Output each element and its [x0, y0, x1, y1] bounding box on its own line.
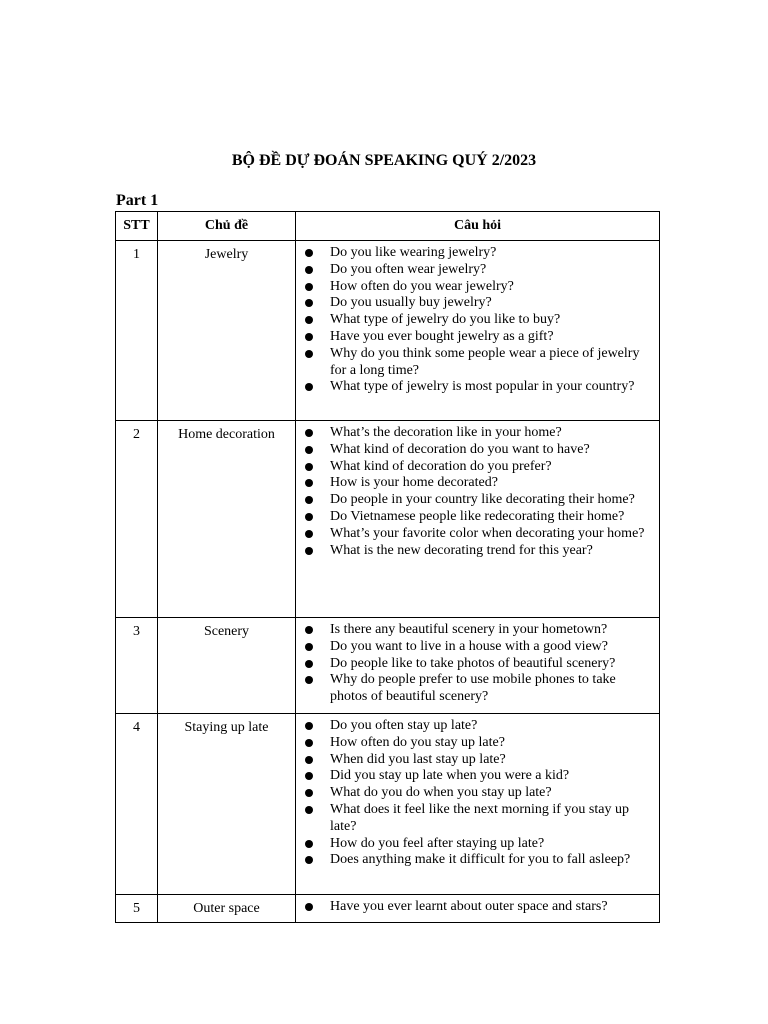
- table-row: [116, 895, 660, 923]
- table-row: [116, 714, 660, 895]
- question-list: [304, 425, 651, 559]
- part-label: Part 1: [116, 192, 159, 209]
- question-item: What’s your favorite color when decorating your home?: [304, 526, 651, 543]
- question-item: How often do you wear jewelry?: [304, 279, 651, 296]
- question-item: Do you often stay up late?: [304, 718, 651, 735]
- question-item: How often do you stay up late?: [304, 735, 651, 752]
- question-item: Does anything make it difficult for you to fall asleep?: [304, 852, 651, 869]
- row-topic: Outer space: [158, 895, 296, 923]
- question-item: Do people like to take photos of beautiful scenery?: [304, 656, 651, 673]
- row-topic: Scenery: [158, 618, 296, 714]
- row-topic: Jewelry: [158, 241, 296, 421]
- question-item: What type of jewelry is most popular in your country?: [304, 379, 651, 396]
- row-questions: [296, 618, 660, 714]
- question-item: Why do you think some people wear a piece of jewelry for a long time?: [304, 346, 651, 380]
- header-questions: Câu hỏi: [296, 212, 660, 241]
- question-item: How do you feel after staying up late?: [304, 836, 651, 853]
- row-questions: [296, 714, 660, 895]
- question-item: Do you usually buy jewelry?: [304, 295, 651, 312]
- question-item: What type of jewelry do you like to buy?: [304, 312, 651, 329]
- question-list: [304, 245, 651, 396]
- row-number: 2: [116, 421, 158, 618]
- question-item: How is your home decorated?: [304, 475, 651, 492]
- question-item: When did you last stay up late?: [304, 752, 651, 769]
- question-item: Have you ever bought jewelry as a gift?: [304, 329, 651, 346]
- question-item: Do you want to live in a house with a good view?: [304, 639, 651, 656]
- question-item: What do you do when you stay up late?: [304, 785, 651, 802]
- question-item: Did you stay up late when you were a kid?: [304, 768, 651, 785]
- question-item: What is the new decorating trend for this year?: [304, 543, 651, 560]
- question-item: Do people in your country like decorating their home?: [304, 492, 651, 509]
- header-topic: Chủ đề: [158, 212, 296, 241]
- question-item: What does it feel like the next morning if you stay up late?: [304, 802, 651, 836]
- question-item: What’s the decoration like in your home?: [304, 425, 651, 442]
- row-number: 1: [116, 241, 158, 421]
- row-topic: Home decoration: [158, 421, 296, 618]
- table-header-row: [116, 212, 660, 241]
- row-topic: Staying up late: [158, 714, 296, 895]
- row-number: 4: [116, 714, 158, 895]
- question-item: Is there any beautiful scenery in your hometown?: [304, 622, 651, 639]
- question-item: What kind of decoration do you prefer?: [304, 459, 651, 476]
- question-item: Have you ever learnt about outer space and stars?: [304, 899, 651, 916]
- header-stt: STT: [116, 212, 158, 241]
- row-questions: [296, 895, 660, 923]
- question-item: Do you often wear jewelry?: [304, 262, 651, 279]
- table-row: [116, 241, 660, 421]
- table-body: [116, 241, 660, 923]
- question-item: Do you like wearing jewelry?: [304, 245, 651, 262]
- question-item: Do Vietnamese people like redecorating their home?: [304, 509, 651, 526]
- question-item: What kind of decoration do you want to have?: [304, 442, 651, 459]
- row-number: 3: [116, 618, 158, 714]
- question-item: Why do people prefer to use mobile phones to take photos of beautiful scenery?: [304, 672, 651, 706]
- question-list: [304, 718, 651, 869]
- question-list: [304, 622, 651, 706]
- table-row: [116, 618, 660, 714]
- table-row: [116, 421, 660, 618]
- row-questions: [296, 421, 660, 618]
- row-number: 5: [116, 895, 158, 923]
- question-list: [304, 899, 651, 916]
- document-title: BỘ ĐỀ DỰ ĐOÁN SPEAKING QUÝ 2/2023: [231, 152, 537, 169]
- questions-table: [115, 211, 660, 923]
- row-questions: [296, 241, 660, 421]
